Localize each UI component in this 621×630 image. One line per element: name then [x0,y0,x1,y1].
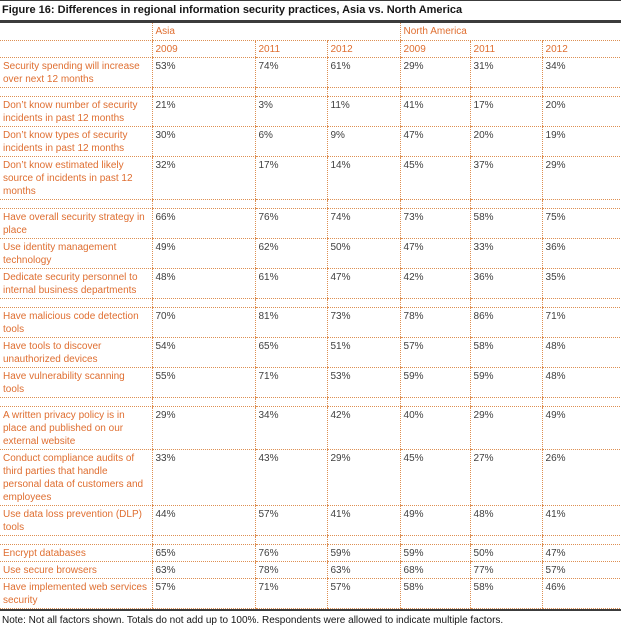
value-cell: 61% [255,269,327,299]
spacer-row [0,299,621,308]
value-cell: 57% [327,579,400,609]
value-cell: 47% [542,545,621,562]
row-label: Don’t know number of security incidents in past 12 months [0,97,152,127]
value-cell: 50% [327,239,400,269]
spacer-cell [152,536,255,545]
value-cell: 45% [400,450,470,506]
value-cell: 57% [400,338,470,368]
spacer-cell [400,536,470,545]
value-cell: 58% [470,579,542,609]
value-cell: 32% [152,157,255,200]
value-cell: 20% [470,127,542,157]
region-header-row [0,23,621,41]
value-cell: 34% [542,58,621,88]
table-row [0,58,621,88]
value-cell: 29% [400,58,470,88]
value-cell: 41% [542,506,621,536]
value-cell: 54% [152,338,255,368]
value-cell: 58% [470,209,542,239]
row-label: Don’t know types of security incidents in past 12 months [0,127,152,157]
value-cell: 65% [255,338,327,368]
spacer-cell [255,299,327,308]
spacer-cell [255,398,327,407]
value-cell: 74% [255,58,327,88]
row-label: A written privacy policy is in place and published on our external website [0,407,152,450]
spacer-row [0,200,621,209]
spacer-cell [400,88,470,97]
spacer-cell [327,200,400,209]
spacer-cell [152,299,255,308]
spacer-cell [327,88,400,97]
value-cell: 21% [152,97,255,127]
value-cell: 29% [470,407,542,450]
value-cell: 48% [152,269,255,299]
spacer-cell [542,536,621,545]
value-cell: 43% [255,450,327,506]
row-label: Use identity management technology [0,239,152,269]
row-label: Use data loss prevention (DLP) tools [0,506,152,536]
value-cell: 74% [327,209,400,239]
value-cell: 71% [255,368,327,398]
region-header-asia: Asia [152,23,400,41]
year-header-row [0,41,621,58]
table-row [0,308,621,338]
spacer-cell [0,299,152,308]
value-cell: 30% [152,127,255,157]
spacer-cell [327,398,400,407]
footnote: Note: Not all factors shown. Totals do not add up to 100%. Respondents were allowed to indicate multiple factors. [0,609,621,630]
value-cell: 6% [255,127,327,157]
row-label: Conduct compliance audits of third parties that handle personal data of customers and employees [0,450,152,506]
year-header-na-2012: 2012 [542,41,621,58]
value-cell: 36% [542,239,621,269]
table-row [0,209,621,239]
value-cell: 59% [400,368,470,398]
row-label: Encrypt databases [0,545,152,562]
value-cell: 65% [152,545,255,562]
spacer-cell [542,299,621,308]
row-label: Have overall security strategy in place [0,209,152,239]
value-cell: 63% [152,562,255,579]
spacer-cell [255,200,327,209]
value-cell: 76% [255,545,327,562]
row-label: Have implemented web services security [0,579,152,609]
spacer-cell [0,398,152,407]
value-cell: 47% [400,127,470,157]
spacer-row [0,536,621,545]
corner-cell [0,41,152,58]
spacer-cell [0,536,152,545]
value-cell: 66% [152,209,255,239]
row-label: Have vulnerability scanning tools [0,368,152,398]
table-row [0,338,621,368]
value-cell: 86% [470,308,542,338]
value-cell: 26% [542,450,621,506]
value-cell: 77% [470,562,542,579]
value-cell: 68% [400,562,470,579]
value-cell: 57% [152,579,255,609]
value-cell: 46% [542,579,621,609]
value-cell: 41% [327,506,400,536]
value-cell: 48% [542,368,621,398]
row-label: Have malicious code detection tools [0,308,152,338]
value-cell: 31% [470,58,542,88]
value-cell: 29% [152,407,255,450]
table-row [0,545,621,562]
figure-title: Figure 16: Differences in regional information security practices, Asia vs. North America [0,0,621,23]
spacer-cell [470,88,542,97]
table-row [0,97,621,127]
spacer-cell [470,299,542,308]
spacer-cell [470,536,542,545]
value-cell: 27% [470,450,542,506]
value-cell: 62% [255,239,327,269]
spacer-cell [255,88,327,97]
value-cell: 37% [470,157,542,200]
value-cell: 59% [327,545,400,562]
table-row [0,157,621,200]
value-cell: 48% [542,338,621,368]
value-cell: 50% [470,545,542,562]
table-row [0,368,621,398]
value-cell: 48% [470,506,542,536]
value-cell: 58% [470,338,542,368]
spacer-cell [470,200,542,209]
value-cell: 78% [255,562,327,579]
value-cell: 17% [470,97,542,127]
value-cell: 20% [542,97,621,127]
year-header-asia-2009: 2009 [152,41,255,58]
table-row [0,579,621,609]
table-row [0,127,621,157]
value-cell: 70% [152,308,255,338]
value-cell: 63% [327,562,400,579]
spacer-cell [327,536,400,545]
row-label: Use secure browsers [0,562,152,579]
spacer-cell [152,398,255,407]
spacer-cell [0,200,152,209]
security-practices-table [0,23,621,609]
value-cell: 29% [542,157,621,200]
value-cell: 71% [255,579,327,609]
value-cell: 45% [400,157,470,200]
value-cell: 57% [542,562,621,579]
value-cell: 75% [542,209,621,239]
row-label: Security spending will increase over next 12 months [0,58,152,88]
value-cell: 41% [400,97,470,127]
value-cell: 44% [152,506,255,536]
value-cell: 73% [400,209,470,239]
spacer-cell [542,398,621,407]
year-header-na-2009: 2009 [400,41,470,58]
value-cell: 81% [255,308,327,338]
value-cell: 40% [400,407,470,450]
table-row [0,562,621,579]
spacer-cell [255,536,327,545]
value-cell: 42% [400,269,470,299]
value-cell: 51% [327,338,400,368]
region-header-north-america: North America [400,23,621,41]
value-cell: 53% [152,58,255,88]
value-cell: 17% [255,157,327,200]
value-cell: 47% [400,239,470,269]
value-cell: 33% [152,450,255,506]
corner-cell [0,23,152,41]
spacer-cell [400,299,470,308]
spacer-row [0,398,621,407]
spacer-cell [470,398,542,407]
spacer-cell [327,299,400,308]
value-cell: 55% [152,368,255,398]
spacer-cell [542,200,621,209]
spacer-cell [152,88,255,97]
spacer-row [0,88,621,97]
value-cell: 59% [470,368,542,398]
spacer-cell [542,88,621,97]
table-row [0,407,621,450]
value-cell: 34% [255,407,327,450]
value-cell: 42% [327,407,400,450]
value-cell: 33% [470,239,542,269]
value-cell: 71% [542,308,621,338]
value-cell: 47% [327,269,400,299]
value-cell: 49% [542,407,621,450]
value-cell: 9% [327,127,400,157]
spacer-cell [400,200,470,209]
row-label: Have tools to discover unauthorized devices [0,338,152,368]
year-header-na-2011: 2011 [470,41,542,58]
table-row [0,450,621,506]
table-row [0,239,621,269]
value-cell: 53% [327,368,400,398]
value-cell: 57% [255,506,327,536]
value-cell: 35% [542,269,621,299]
value-cell: 58% [400,579,470,609]
value-cell: 29% [327,450,400,506]
row-label: Dedicate security personnel to internal business departments [0,269,152,299]
value-cell: 61% [327,58,400,88]
value-cell: 59% [400,545,470,562]
value-cell: 19% [542,127,621,157]
table-row [0,269,621,299]
value-cell: 73% [327,308,400,338]
table-row [0,506,621,536]
value-cell: 3% [255,97,327,127]
spacer-cell [400,398,470,407]
value-cell: 78% [400,308,470,338]
value-cell: 36% [470,269,542,299]
value-cell: 14% [327,157,400,200]
value-cell: 76% [255,209,327,239]
row-label: Don’t know estimated likely source of incidents in past 12 months [0,157,152,200]
value-cell: 49% [152,239,255,269]
value-cell: 11% [327,97,400,127]
spacer-cell [152,200,255,209]
value-cell: 49% [400,506,470,536]
year-header-asia-2011: 2011 [255,41,327,58]
year-header-asia-2012: 2012 [327,41,400,58]
spacer-cell [0,88,152,97]
